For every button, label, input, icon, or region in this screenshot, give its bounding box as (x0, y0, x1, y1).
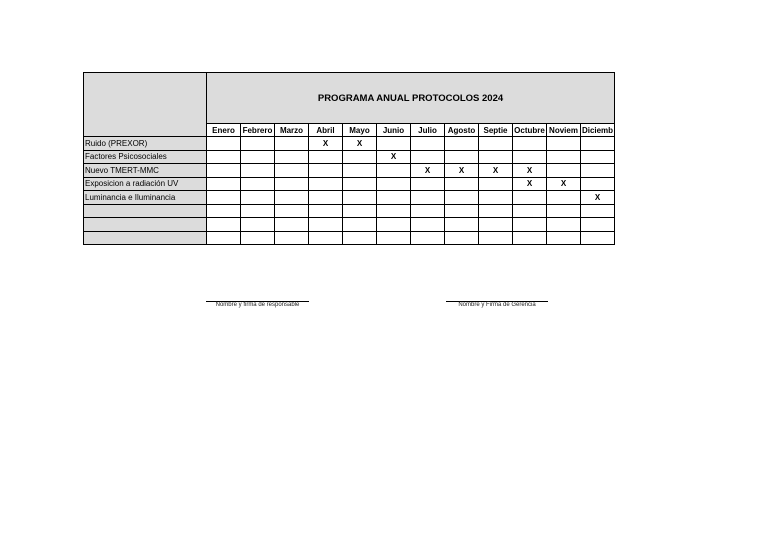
schedule-cell[interactable] (207, 191, 241, 205)
schedule-cell[interactable] (513, 231, 547, 245)
schedule-cell[interactable] (207, 218, 241, 232)
month-header-cell[interactable]: Noviem (547, 124, 581, 137)
row-label-cell[interactable]: Ruido (PREXOR) (84, 137, 207, 151)
schedule-cell[interactable]: X (309, 137, 343, 151)
schedule-cell[interactable] (479, 150, 513, 164)
schedule-cell[interactable] (479, 177, 513, 191)
schedule-cell[interactable] (377, 177, 411, 191)
schedule-cell[interactable]: X (411, 164, 445, 178)
schedule-cell[interactable] (275, 204, 309, 218)
row-label-cell[interactable]: Luminancia e Iluminancia (84, 191, 207, 205)
schedule-cell[interactable] (241, 218, 275, 232)
schedule-cell[interactable]: X (581, 191, 615, 205)
schedule-cell[interactable]: X (445, 164, 479, 178)
schedule-cell[interactable] (581, 150, 615, 164)
schedule-cell[interactable] (581, 231, 615, 245)
schedule-cell[interactable] (547, 204, 581, 218)
month-header-cell[interactable]: Mayo (343, 124, 377, 137)
responsible-signature-line: Nombre y firma de responsable (206, 301, 309, 309)
schedule-cell[interactable] (513, 191, 547, 205)
row-label-cell[interactable] (84, 204, 207, 218)
schedule-cell[interactable] (377, 218, 411, 232)
schedule-cell[interactable] (445, 137, 479, 151)
schedule-cell[interactable] (275, 177, 309, 191)
schedule-cell[interactable]: X (343, 137, 377, 151)
schedule-cell[interactable] (207, 231, 241, 245)
schedule-cell[interactable] (411, 218, 445, 232)
schedule-cell[interactable] (547, 164, 581, 178)
schedule-cell[interactable] (411, 137, 445, 151)
table-row (84, 150, 615, 164)
table-row (84, 137, 615, 151)
protocol-schedule-table (83, 72, 615, 245)
month-header-cell[interactable]: Abril (309, 124, 343, 137)
schedule-cell[interactable] (343, 231, 377, 245)
title-row (84, 73, 615, 124)
schedule-cell[interactable] (309, 231, 343, 245)
schedule-cell[interactable] (241, 177, 275, 191)
schedule-cell[interactable]: X (377, 150, 411, 164)
schedule-cell[interactable] (547, 150, 581, 164)
table-row (84, 177, 615, 191)
row-label-cell[interactable]: Factores Psicosociales (84, 150, 207, 164)
schedule-cell[interactable] (581, 137, 615, 151)
row-label-cell[interactable]: Exposicion a radiación UV (84, 177, 207, 191)
schedule-cell[interactable] (241, 231, 275, 245)
schedule-cell[interactable] (581, 218, 615, 232)
month-header-cell[interactable]: Diciemb (581, 125, 614, 135)
schedule-cell[interactable] (547, 137, 581, 151)
schedule-cell[interactable] (275, 231, 309, 245)
schedule-cell[interactable] (513, 137, 547, 151)
schedule-cell[interactable] (445, 204, 479, 218)
schedule-cell[interactable] (445, 231, 479, 245)
schedule-cell[interactable] (479, 137, 513, 151)
schedule-cell[interactable] (275, 164, 309, 178)
schedule-cell[interactable] (343, 204, 377, 218)
schedule-cell[interactable]: X (547, 177, 581, 191)
schedule-cell[interactable] (411, 150, 445, 164)
row-label-cell[interactable] (84, 218, 207, 232)
schedule-cell[interactable] (309, 191, 343, 205)
schedule-cell[interactable] (513, 150, 547, 164)
schedule-title[interactable]: PROGRAMA ANUAL PROTOCOLOS 2024 (207, 73, 615, 124)
schedule-cell[interactable] (377, 231, 411, 245)
table-row (84, 164, 615, 178)
schedule-cell[interactable]: X (513, 164, 547, 178)
schedule-cell[interactable] (445, 177, 479, 191)
schedule-cell[interactable] (547, 231, 581, 245)
schedule-cell[interactable] (207, 137, 241, 151)
schedule-cell[interactable]: X (513, 177, 547, 191)
schedule-cell[interactable] (547, 218, 581, 232)
month-header-cell[interactable]: Marzo (275, 124, 309, 137)
schedule-cell[interactable] (275, 191, 309, 205)
schedule-cell[interactable] (445, 191, 479, 205)
schedule-cell[interactable] (479, 231, 513, 245)
schedule-cell[interactable] (309, 164, 343, 178)
month-header-cell[interactable]: Julio (411, 124, 445, 137)
table-row (84, 218, 615, 232)
schedule-cell[interactable] (377, 204, 411, 218)
schedule-cell[interactable] (343, 177, 377, 191)
schedule-cell[interactable] (445, 218, 479, 232)
schedule-cell[interactable] (275, 218, 309, 232)
row-label-cell[interactable] (84, 231, 207, 245)
schedule-cell[interactable] (581, 177, 615, 191)
header-corner-cell[interactable] (84, 73, 207, 137)
schedule-cell[interactable] (275, 137, 309, 151)
schedule-cell[interactable] (241, 137, 275, 151)
row-label-cell[interactable]: Nuevo TMERT-MMC (84, 164, 207, 178)
month-header-cell[interactable]: Agosto (445, 124, 479, 137)
schedule-cell[interactable] (479, 218, 513, 232)
schedule-cell[interactable] (309, 218, 343, 232)
schedule-cell[interactable] (241, 191, 275, 205)
schedule-cell[interactable] (241, 204, 275, 218)
month-header-cell[interactable]: Octubre (514, 125, 545, 135)
schedule-cell[interactable] (343, 191, 377, 205)
schedule-cell[interactable] (377, 191, 411, 205)
schedule-cell[interactable] (411, 204, 445, 218)
schedule-cell[interactable] (445, 150, 479, 164)
schedule-cell[interactable] (207, 177, 241, 191)
schedule-cell[interactable] (343, 150, 377, 164)
schedule-cell[interactable] (479, 204, 513, 218)
table-row (84, 231, 615, 245)
table-row (84, 191, 615, 205)
schedule-cell[interactable] (547, 191, 581, 205)
schedule-cell[interactable] (513, 204, 547, 218)
schedule-cell[interactable] (513, 218, 547, 232)
schedule-cell[interactable] (241, 164, 275, 178)
schedule-cell[interactable] (241, 150, 275, 164)
schedule-cell[interactable] (207, 204, 241, 218)
schedule-cell[interactable] (309, 177, 343, 191)
schedule-cell[interactable] (581, 164, 615, 178)
schedule-cell[interactable] (207, 164, 241, 178)
table-row (84, 204, 615, 218)
month-header-cell[interactable]: Septie (479, 124, 513, 137)
schedule-cell[interactable] (343, 164, 377, 178)
schedule-cell[interactable] (309, 204, 343, 218)
schedule-cell[interactable] (411, 177, 445, 191)
schedule-cell[interactable]: X (479, 164, 513, 178)
schedule-cell[interactable] (411, 231, 445, 245)
management-signature-line: Nombre y Firma de Gerencia (446, 301, 548, 309)
month-header-cell[interactable]: Junio (377, 124, 411, 137)
schedule-cell[interactable] (343, 218, 377, 232)
schedule-cell[interactable] (275, 150, 309, 164)
month-header-cell[interactable]: Enero (207, 124, 241, 137)
schedule-cell[interactable] (377, 137, 411, 151)
schedule-cell[interactable] (581, 204, 615, 218)
table-body (84, 73, 615, 245)
schedule-cell[interactable] (207, 150, 241, 164)
schedule-cell[interactable] (309, 150, 343, 164)
month-header-cell[interactable]: Febrero (241, 124, 275, 137)
schedule-cell[interactable] (411, 191, 445, 205)
schedule-cell[interactable] (479, 191, 513, 205)
schedule-cell[interactable] (377, 164, 411, 178)
